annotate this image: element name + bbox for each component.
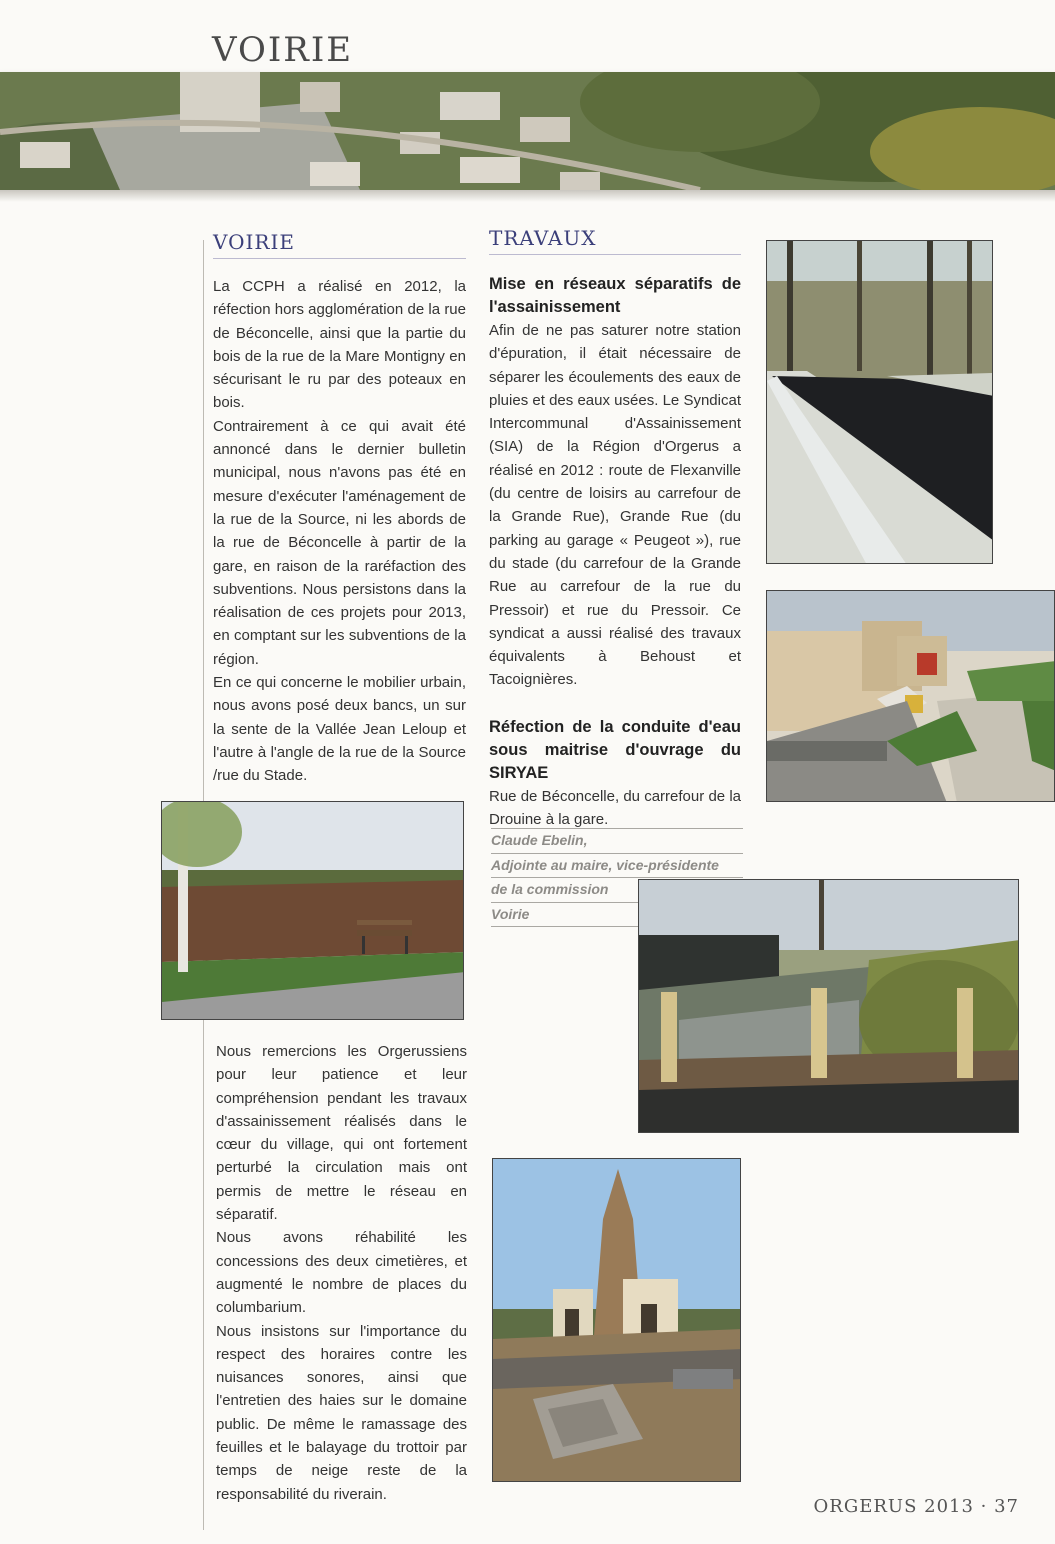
photo-street-works bbox=[766, 590, 1055, 802]
signature-commission: de la commission bbox=[491, 877, 743, 902]
travaux-subheading-2: Réfection de la conduite d'eau sous maitrise d'ouvrage du SIRYAE bbox=[489, 717, 741, 782]
banner-shadow bbox=[0, 190, 1055, 202]
banner-aerial-photo bbox=[0, 72, 1055, 190]
page-title: VOIRIE bbox=[212, 30, 354, 70]
section-title-voirie: VOIRIE bbox=[213, 230, 466, 259]
voirie-paragraph-2: Contrairement à ce qui avait été annoncé dans le dernier bulletin municipal, nous n'avons pas été en mesure d'exécuter l'aménagement de la rue de la Source, ni les abords de la rue de Béconcelle à partir de la gare, en raison de la raréfaction des subventions. Nous persistons dans la réalisation de ces projets pour 2013, en comptant sur les subventions de la région. bbox=[213, 417, 466, 668]
travaux-paragraph-1: Afin de ne pas saturer notre station d'épuration, il était nécessaire de séparer les écoulements des eaux de pluies et des eaux usées. Le Syndicat Intercommunal d'Assainissement (SIA) de la Région d'Orgerus a réalisé en 2012 : route de Flexanville (du centre de loisirs au carrefour de la Grande Rue), Grande Rue (du parking au garage « Peugeot »), rue du stade (du carrefour de la Grande Rue au carrefour de la rue du Pressoir) et rue du Pressoir. Ce syndicat a aussi réalisé des travaux équivalents à Behoust et Tacoignières. bbox=[489, 322, 741, 689]
section-title-travaux: TRAVAUX bbox=[489, 226, 741, 255]
page-footer: ORGERUS 2013 · 37 bbox=[813, 1496, 1019, 1517]
bollards-image bbox=[639, 880, 1019, 1133]
photo-cemetery bbox=[492, 1158, 741, 1482]
voirie-paragraph-3: En ce qui concerne le mobilier urbain, nous avons posé deux bancs, un sur la sente de la Vallée Jean Leloup et l'autre à l'angle de la rue de la Source /rue du Stade. bbox=[213, 674, 466, 785]
voirie-paragraph-6: Nous insistons sur l'importance du respect des horaires contre les nuisances sonores, ainsi que l'entretien des haies sur le domaine public. De même le ramassage des feuilles et le balayage du trottoir par temps de neige reste de la responsabilité du riverain. bbox=[216, 1322, 467, 1503]
travaux-paragraph-2: Rue de Béconcelle, du carrefour de la Drouine à la gare. bbox=[489, 787, 741, 829]
photo-bollards-ditch bbox=[638, 879, 1019, 1133]
voirie-bottom-section bbox=[216, 1040, 467, 1506]
photo-new-road bbox=[766, 240, 993, 564]
bench-field-image bbox=[162, 802, 464, 1020]
cemetery-image bbox=[493, 1159, 741, 1482]
aerial-village-image bbox=[0, 72, 1055, 190]
signature-role: Adjointe au maire, vice-présidente bbox=[491, 853, 743, 878]
voirie-paragraph-4: Nous remercions les Orgerussiens pour leur patience et leur compréhension pendant les travaux d'assainissement réalisés dans le cœur du village, qui ont fortement perturbé la circulation mais ont permis de mettre le réseau en séparatif. bbox=[216, 1043, 467, 1224]
road-forest-image bbox=[767, 241, 993, 564]
signature-name: Claude Ebelin, bbox=[491, 828, 743, 853]
voirie-paragraph-1: La CCPH a réalisé en 2012, la réfection hors agglomération de la rue de Béconcelle, ainsi que la partie du bois de la rue de la Mare Montigny en sécurisant le ru par des poteaux en bois. bbox=[213, 278, 466, 412]
voirie-paragraph-5: Nous avons réhabilité les concessions des deux cimetières, et augmenté le nombre de places du columbarium. bbox=[216, 1229, 467, 1317]
street-works-image bbox=[767, 591, 1055, 802]
travaux-subheading-1: Mise en réseaux séparatifs de l'assainissement bbox=[489, 275, 741, 316]
signature-dept: Voirie bbox=[491, 902, 743, 928]
travaux-section bbox=[489, 226, 741, 831]
voirie-section bbox=[213, 230, 466, 788]
photo-bench-field bbox=[161, 801, 464, 1020]
